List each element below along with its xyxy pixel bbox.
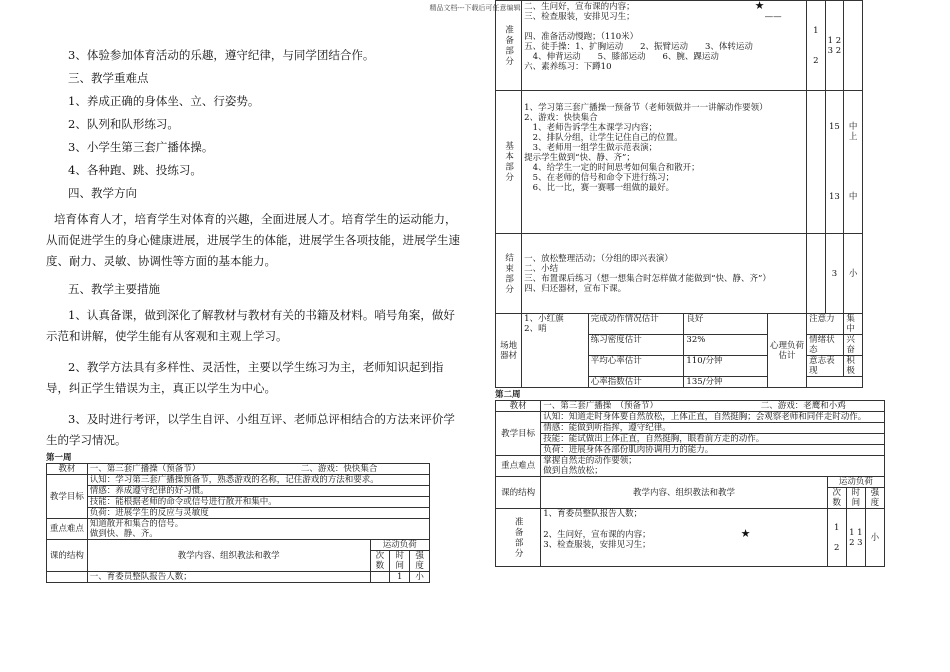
xinli-label: 心理负荷估计 [767, 314, 806, 388]
xinli-key: 情绪状态 [807, 335, 844, 356]
zhunbei-label: 准备部分 [496, 1, 522, 91]
right-column [495, 0, 885, 567]
shijian-label: 时间 [846, 488, 865, 509]
content-line: 4、伸背运动 5、膝部运动 6、腕、踝运动 [524, 52, 719, 62]
content-line: 二、小结 [524, 263, 559, 274]
changdi-items: 1、小红旗 2、哨 [522, 314, 589, 388]
qiangdu-label: 强度 [410, 551, 430, 572]
jiaocai-item: 二、游戏：老鹰和小鸡 [760, 401, 846, 411]
cishu-label: 次数 [370, 551, 390, 572]
goal-line: 情感：能做到听指挥，遵守纪律。 [541, 423, 884, 434]
eval-value: 110/分钟 [684, 356, 768, 377]
jiaocai-cell [87, 464, 429, 475]
eval-value: 良好 [684, 314, 768, 335]
content-line: 四、准备活动慢跑；（110米） [524, 32, 639, 42]
time-cell: 1 1 2 3 [846, 509, 865, 567]
empty-cell [807, 377, 863, 388]
jieshu-label: 结束部分 [496, 234, 522, 314]
eval-label: 心率指数估计 [588, 377, 684, 388]
goal-line: 认知：学习第三套广播操预备节，熟悉游戏的名称，记住游戏的方法和要求。 [88, 475, 429, 486]
goal-line: 技能：能根据老师的命令或信号进行散开和集中。 [88, 497, 429, 508]
goal-line: 认知：知道走时身体要自然放松，上体正直，自然挺胸；会观察老师和同伴走时动作。 [541, 412, 884, 423]
zhunbei-content [522, 1, 807, 91]
xinli-key: 意志表现 [807, 356, 844, 377]
time-value: 1 [390, 572, 410, 583]
left-column [46, 48, 466, 583]
intensity-cell: 中上 中 [844, 91, 863, 234]
eval-label: 练习密度估计 [588, 335, 684, 356]
content-line: 3、检查服装，安排见习生； [543, 540, 651, 550]
time-cell: 1 2 3 2 [825, 1, 844, 91]
goal-line: 负荷：进展身体各部份肌肉协调用力的能力。 [543, 445, 714, 455]
method-label: 教学内容、组织教法和教学 [541, 477, 827, 509]
content-line: 二、生问好，宣布课的内容； ★ [524, 0, 765, 12]
goal-label: 教学目标 [496, 412, 541, 456]
jiaocai-item: 一、第三套广播操 （预备节） [543, 401, 658, 411]
empty-cell [844, 1, 863, 91]
eval-label: 完成动作情况估计 [588, 314, 684, 335]
jiben-label: 基本部分 [496, 91, 522, 234]
method-label: 教学内容、组织教法和教学 [87, 540, 370, 572]
jieshu-content [522, 234, 807, 314]
goal-label: 教学目标 [47, 475, 88, 519]
key-label: 重点难点 [47, 519, 88, 540]
paragraph: 1、养成正确的身体坐、立、行姿势。 [68, 94, 260, 108]
content-line: 1、老师告诉学生本课学习内容； [524, 123, 658, 133]
key-cell [541, 456, 885, 477]
week-label: 第一周 [46, 453, 72, 463]
content-line: 1、学习第三套广播操一预备节（老师领做并一一讲解动作要领） [524, 103, 768, 113]
xinli-key: 注意力 [807, 314, 844, 335]
content-line: 提示学生做到“快、静、齐”； [524, 153, 635, 163]
intensity-cell: 小 [865, 509, 884, 567]
count-cell: 1 2 [807, 1, 825, 91]
content-line: 三、检查服装，安排见习生； —— [524, 12, 782, 22]
content-line: 1、育委员整队报告人数； [543, 509, 643, 519]
time-cell: 15 13 [825, 91, 844, 234]
content-line: 2、游戏：快快集合 [524, 113, 598, 123]
paragraph: 3、及时进行考评，以学生自评、小组互评、老师总评相结合的方法来评价学生的学习情况。 [46, 412, 455, 447]
section-heading: 三、教学重难点 [68, 71, 149, 85]
content-line: 6、比一比，赛一赛哪一组做的最好。 [524, 183, 675, 193]
struct-label: 课的结构 [496, 477, 541, 509]
load-label: 运动负荷 [370, 540, 430, 551]
key-line: 做到快、静、齐。 [89, 529, 158, 539]
eval-value: 135/分钟 [684, 377, 768, 388]
content-line [543, 519, 824, 529]
content-line: 2、排队分组，让学生记住自己的位置。 [524, 133, 683, 143]
struct-label: 课的结构 [47, 540, 88, 572]
empty-cell [807, 91, 825, 234]
content-line: 六、素养练习：下蹲10 [524, 62, 612, 72]
xinli-value: 积极 [844, 356, 863, 377]
goal-cell [87, 475, 429, 519]
key-line: 做到自然放松； [543, 466, 603, 476]
changdi-label: 场地器材 [496, 314, 522, 388]
eval-value: 32% [684, 335, 768, 356]
goal-line: 负荷：进展学生的反应与灵敏度 [89, 508, 209, 518]
jiben-content [522, 91, 807, 234]
jiaocai-item: 二、游戏：快快集合 [300, 464, 378, 474]
section-heading: 五、教学主要措施 [68, 282, 160, 296]
intensity-cell: 小 [844, 234, 863, 314]
goal-line: 情感：养成遵守纪律的好习惯。 [88, 486, 429, 497]
shijian-label: 时间 [390, 551, 410, 572]
week-label: 第二周 [495, 390, 521, 400]
empty-cell [807, 234, 825, 314]
content-line [524, 22, 804, 32]
content-line: 5、在老师的信号和命令下进行练习； [524, 173, 675, 183]
jiaocai-cell [541, 401, 885, 412]
zhunbei-content [541, 509, 827, 567]
paragraph: 2、队列和队形练习。 [68, 117, 179, 131]
lesson-plan-table-bottom [495, 400, 885, 567]
page-header: 精品文档---下载后可任意编辑 [429, 4, 521, 12]
paragraph: 1、认真备课，做到深化了解教材与教材有关的书籍及材料。哨号角案，做好示范和讲解，使学生能有从客观和主观上学习。 [46, 308, 455, 343]
paragraph: 4、各种跑、跳、投练习。 [68, 163, 202, 177]
xinli-value: 集中 [844, 314, 863, 335]
key-label: 重点难点 [496, 456, 541, 477]
key-cell [87, 519, 429, 540]
dash-mark: —— [764, 12, 782, 22]
star-icon: ★ [740, 527, 751, 540]
intensity-value: 小 [410, 572, 430, 583]
cishu-label: 次数 [827, 488, 846, 509]
content-line: 2、生问好，宣布课的内容； ★ [543, 527, 751, 540]
jiaocai-item: 一、第三套广播操（预备节） [89, 464, 201, 474]
goal-cell [541, 412, 885, 456]
content-line: 4、给学生一定的时间思考如何集合和散开； [524, 163, 700, 173]
qiangdu-label: 强度 [865, 488, 884, 509]
table-row-text: 一、育委员整队报告人数； [87, 572, 370, 583]
goal-line: 技能：能试做出上体正直，自然挺胸，眼看前方走的动作。 [541, 434, 884, 445]
empty-cell [47, 572, 88, 583]
key-line: 知道散开和集合的信号。 [89, 519, 184, 529]
lesson-plan-table-top [495, 0, 863, 388]
eval-label: 平均心率估计 [588, 356, 684, 377]
jiaocai-label: 教材 [496, 401, 541, 412]
content-line: 一、放松整理活动；（分组的即兴表演） [524, 253, 673, 264]
content-line: 3、老师用一组学生做示范表演； [524, 143, 658, 153]
lesson-plan-table [46, 463, 430, 583]
xinli-value: 兴奋 [844, 335, 863, 356]
time-cell: 3 [825, 234, 844, 314]
load-label: 运动负荷 [827, 477, 884, 488]
paragraph: 3、体验参加体育活动的乐趣，遵守纪律，与同学团结合作。 [68, 48, 375, 62]
empty-cell [370, 572, 390, 583]
paragraph: 2、教学方法具有多样性、灵活性，主要以学生练习为主，老师知识起到指导，纠正学生错误为主，真正以学生为中心。 [46, 360, 444, 395]
content-line: 四、归还器材，宣布下课。 [524, 283, 627, 294]
paragraph: 3、小学生第三套广播体操。 [68, 140, 214, 154]
jiaocai-label: 教材 [47, 464, 88, 475]
star-icon: ★ [754, 0, 765, 12]
content-line: 五、徒手操：1、扩胸运动 2、振臂运动 3、体转运动 [524, 42, 753, 52]
paragraph: 培育体育人才，培育学生对体育的兴趣，全面进展人才。培育学生的运动能力，从而促进学生的身心健康进展，进展学生的体能，进展学生各项技能，进展学生速度、耐力、灵敏、协调性等方面的基本能力。 [46, 212, 460, 268]
key-line: 掌握自然走的动作要领； [543, 456, 637, 466]
count-cell: 1 2 [827, 509, 846, 567]
zhunbei-label: 准备部分 [496, 509, 541, 567]
section-heading: 四、教学方向 [68, 186, 137, 200]
content-line: 三、布置课后练习（想一想集合时怎样做才能做到“快、静、齐”） [524, 273, 771, 284]
